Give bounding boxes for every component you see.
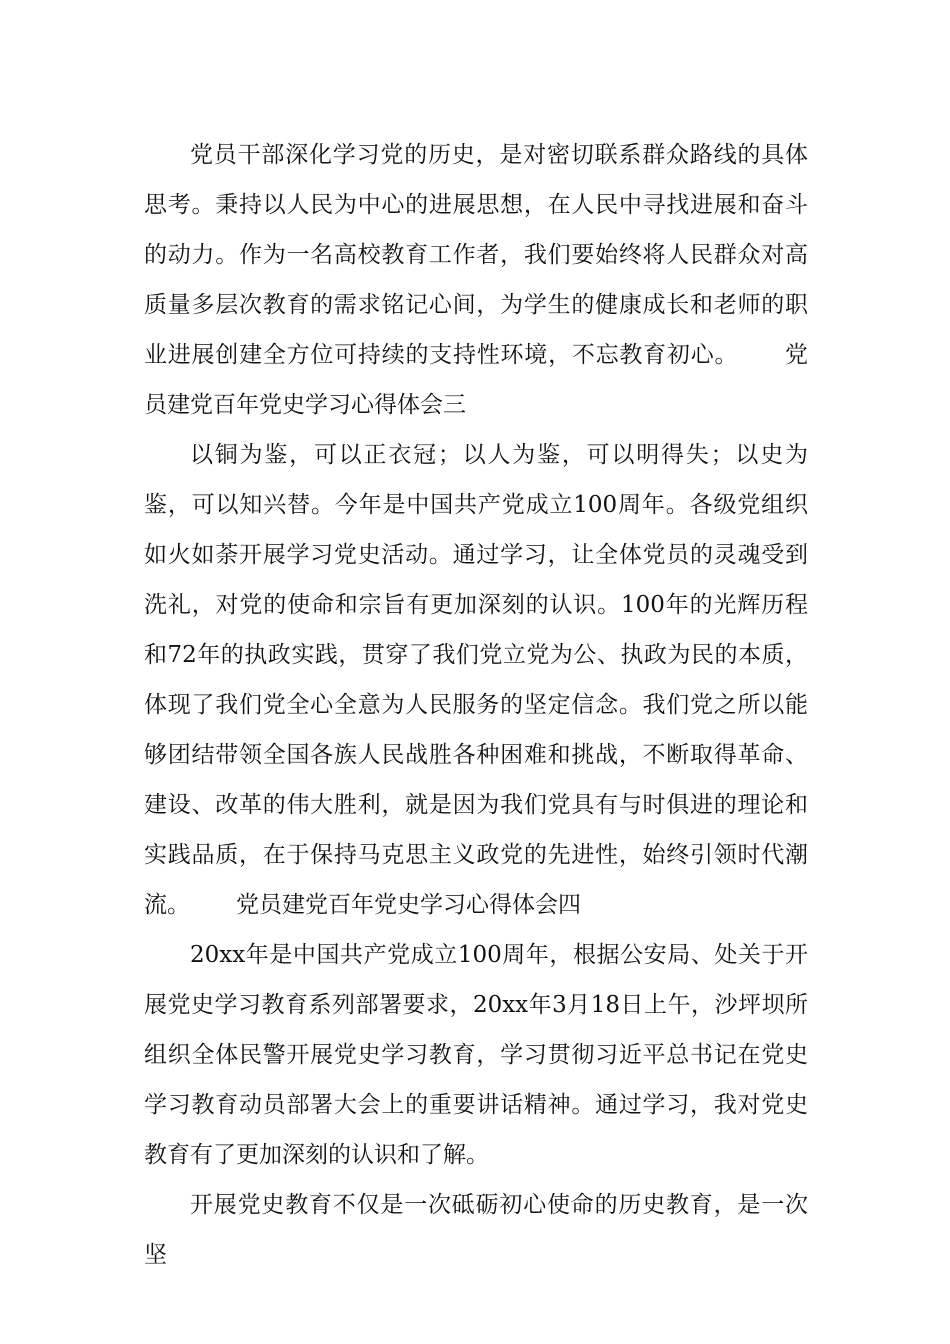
paragraph-4 — [144, 1180, 808, 1280]
paragraph-2 — [144, 430, 808, 930]
paragraph-1 — [144, 130, 808, 430]
section-heading-4: 党员建党百年党史学习心得体会四 — [236, 892, 581, 918]
paragraph-3-text: 20xx年是中国共产党成立100周年，根据公安局、处关于开展党史学习教育系列部署要求，20xx年3月18日上午，沙坪坝所组织全体民警开展党史学习教育，学习贯彻习近平总书记在党史学习教育动员部署大会上的重要讲话精神。通过学习，我对党史教育有了更加深刻的认识和了解。 — [144, 942, 808, 1168]
section-heading-3: 党员建党百年党史学习心得体会三 — [144, 342, 809, 418]
paragraph-4-text: 开展党史教育不仅是一次砥砺初心使命的历史教育，是一次坚 — [144, 1192, 808, 1268]
paragraph-2-text: 以铜为鉴，可以正衣冠；以人为鉴，可以明得失；以史为鉴，可以知兴替。今年是中国共产党成立100周年。各级党组织如火如荼开展学习党史活动。通过学习，让全体党员的灵魂受到洗礼，对党的使命和宗旨有更加深刻的认识。100年的光辉历程和72年的执政实践，贯穿了我们党立党为公、执政为民的本质，体现了我们党全心全意为人民服务的坚定信念。我们党之所以能够团结带领全国各族人民战胜各种困难和挑战，不断取得革命、建设、改革的伟大胜利，就是因为我们党具有与时俱进的理论和实践品质，在于保持马克思主义政党的先进性，始终引领时代潮流。 — [144, 442, 808, 918]
paragraph-1-text: 党员干部深化学习党的历史，是对密切联系群众路线的具体思考。秉持以人民为中心的进展思想，在人民中寻找进展和奋斗的动力。作为一名高校教育工作者，我们要始终将人民群众对高质量多层次教育的需求铭记心间，为学生的健康成长和老师的职业进展创建全方位可持续的支持性环境，不忘教育初心。 — [144, 142, 808, 368]
document-body — [144, 130, 808, 1280]
paragraph-3 — [144, 930, 808, 1180]
